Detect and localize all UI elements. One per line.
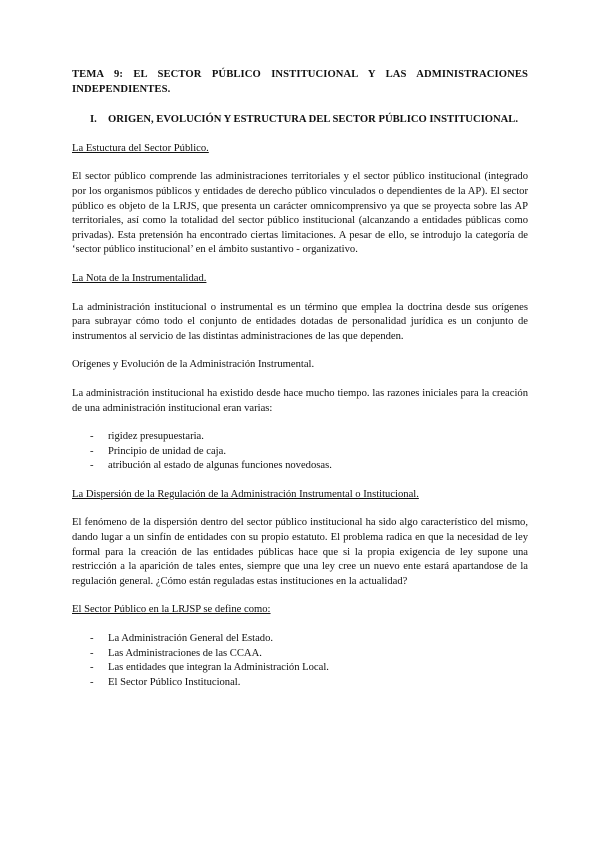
dash-bullet: - <box>90 633 94 645</box>
section-title: ORIGEN, EVOLUCIÓN Y ESTRUCTURA DEL SECTOR PÚBLICO INSTITUCIONAL. <box>108 114 518 126</box>
document-title: TEMA 9: EL SECTOR PÚBLICO INSTITUCIONAL Y LAS ADMINISTRACIONES INDEPENDIENTES. <box>72 69 528 95</box>
subheading-origenes: Orígenes y Evolución de la Administración Instrumental. <box>72 359 315 371</box>
list-item <box>72 661 528 676</box>
paragraph-dispersion: El fenómeno de la dispersión dentro del sector público institucional ha sido algo característico del mismo, dando lugar a un sinfín de entidades con su propio estatuto. El problema radica en que la necesidad de ley formal para la creación de las entidades públicas hace que si la propia exigencia de ley supone una restricción a la aparición de tales entes, siempre que una ley cree un nuevo ente estará apartandose de la regulación general. ¿Cómo están reguladas estas instituciones en la actualidad? <box>72 517 528 587</box>
dash-bullet: - <box>90 676 94 688</box>
list-item-text: rigidez presupuestaria. <box>108 431 204 443</box>
list-item-text: Las entidades que integran la Administración Local. <box>108 662 329 674</box>
subheading-estructura: La Estuctura del Sector Público. <box>72 142 209 154</box>
dash-bullet: - <box>90 445 94 457</box>
list-item <box>72 459 528 474</box>
dash-bullet: - <box>90 647 94 659</box>
subheading-lrjsp: El Sector Público en la LRJSP se define como: <box>72 604 271 616</box>
list-item <box>72 647 528 662</box>
list-item-text: atribución al estado de algunas funciones novedosas. <box>108 460 332 472</box>
list-origenes <box>72 430 528 474</box>
document-page <box>72 68 528 690</box>
list-item-text: Las Administraciones de las CCAA. <box>108 647 262 659</box>
dash-bullet: - <box>90 460 94 472</box>
list-item <box>72 430 528 445</box>
section-heading-1 <box>90 113 528 128</box>
section-number: I. <box>90 114 97 126</box>
dash-bullet: - <box>90 431 94 443</box>
subheading-instrumentalidad: La Nota de la Instrumentalidad. <box>72 272 207 284</box>
dash-bullet: - <box>90 662 94 674</box>
list-item-text: La Administración General del Estado. <box>108 633 274 645</box>
paragraph-estructura: El sector público comprende las administraciones territoriales y el sector público institucional (integrado por los organismos públicos y entidades de derecho público vinculados o dependientes de la AP). El sector público es objeto de la LRJS, que presenta un carácter omnicomprensivo ya que se proyecta sobre las AP territoriales, así como la totalidad del sector público institucional (alcanzando a entidades públicas como privadas). Esta pretensión ha encontrado ciertas limitaciones. A pesar de ello, se introdujo la categoría de ‘sector público institucional’ en el ámbito sustantivo - organizativo. <box>72 171 528 256</box>
list-item-text: El Sector Público Institucional. <box>108 676 241 688</box>
subheading-dispersion: La Dispersión de la Regulación de la Administración Instrumental o Institucional. <box>72 488 419 500</box>
list-lrjsp <box>72 632 528 690</box>
list-item-text: Principio de unidad de caja. <box>108 445 226 457</box>
list-item <box>72 445 528 460</box>
list-item <box>72 632 528 647</box>
list-item <box>72 676 528 691</box>
paragraph-instrumentalidad: La administración institucional o instrumental es un término que emplea la doctrina desde sus orígenes para subrayar cómo todo el conjunto de entidades dotadas de personalidad jurídica es un conjunto de instrumentos al servicio de las distintas administraciones de las que dependen. <box>72 301 528 342</box>
paragraph-origenes: La administración institucional ha existido desde hace mucho tiempo. las razones iniciales para la creación de una administración institucional eran varias: <box>72 387 528 414</box>
